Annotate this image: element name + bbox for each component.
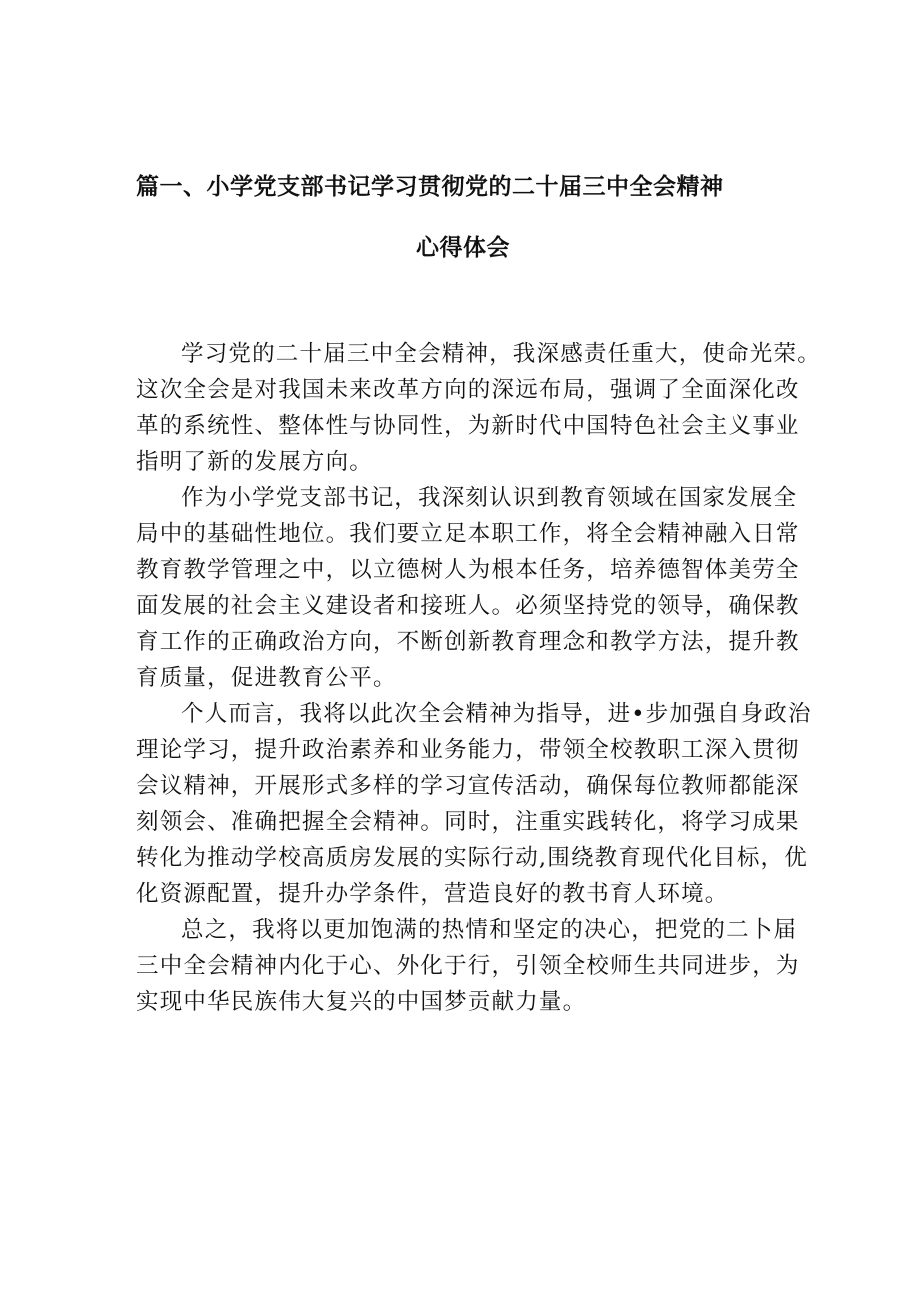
document-title-line-1: 篇一、小学党支部书记学习贯彻党的二十届三中全会精神 <box>136 174 724 200</box>
paragraph-line: 化资源配置，提升办学条件，营造良好的教书育人环境。 <box>136 881 729 907</box>
paragraph-1 <box>136 336 821 480</box>
paragraph-line: 会议精神，开展形式多样的学习宣传活动，确保每位教师都能深 <box>136 773 800 799</box>
paragraph-line: 个人而言，我将以此次全会精神为指导，进•步加强自身政治 <box>181 701 812 727</box>
paragraph-2 <box>136 480 800 696</box>
document-body <box>136 336 821 1020</box>
paragraph-line: 学习党的二十届三中全会精神，我深感责任重大，使命光荣。 <box>181 341 821 367</box>
paragraph-4 <box>136 912 800 1020</box>
paragraph-line: 面发展的社会主义建设者和接班人。必须坚持党的领导，确保教 <box>136 593 800 619</box>
paragraph-line: 总之，我将以更加饱满的热情和坚定的决心，把党的二卜届 <box>181 917 798 943</box>
paragraph-line: 育质量，促进教育公平。 <box>136 665 397 691</box>
paragraph-line: 作为小学党支部书记，我深刻认识到教育领域在国家发展全 <box>181 485 798 511</box>
paragraph-line: 三中全会精神内化于心、外化于行，引领全校师生共同进步，为 <box>136 953 800 979</box>
paragraph-line: 指明了新的发展方向。 <box>136 449 374 475</box>
paragraph-line: 教育教学管理之中，以立德树人为根本任务，培养德智体美劳全 <box>136 557 800 583</box>
paragraph-line: 革的系统性、整体性与协同性，为新时代中国特色社会主义事业 <box>136 413 800 439</box>
paragraph-line: 这次全会是对我国未来改革方向的深远布局，强调了全面深化改 <box>136 377 800 403</box>
document-title-line-2: 心得体会 <box>416 235 510 261</box>
paragraph-line: 育工作的正确政治方向，不断创新教育理念和教学方法，提升教 <box>136 629 800 655</box>
paragraph-3 <box>136 696 812 912</box>
paragraph-line: 局中的基础性地位。我们要立足本职工作，将全会精神融入日常 <box>136 521 800 547</box>
paragraph-line: 理论学习，提升政治素养和业务能力，带领全校教职工深入贯彻 <box>136 737 800 763</box>
paragraph-line: 转化为推动学校高质房发展的实际行动,围绕教育现代化目标，优 <box>136 845 808 871</box>
paragraph-line: 刻领会、准确把握全会精神。同时，注重实践转化，将学习成果 <box>136 809 800 835</box>
paragraph-line: 实现中华民族伟大复兴的中国梦贡献力量。 <box>136 989 587 1015</box>
